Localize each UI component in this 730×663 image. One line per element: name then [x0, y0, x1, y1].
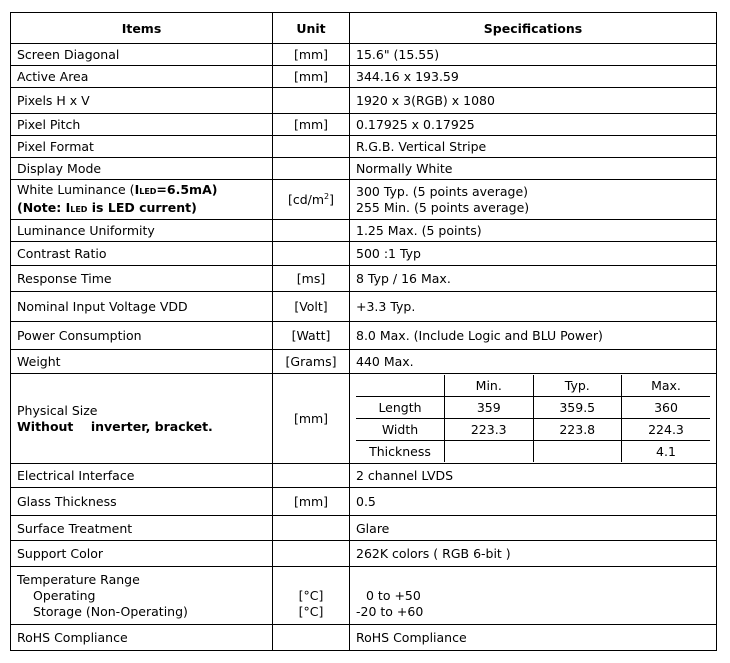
- spec-cell: 500 :1 Typ: [350, 242, 717, 266]
- table-row: [11, 242, 717, 266]
- unit-cell: [273, 136, 350, 158]
- unit-cell: $[cd/m^2]$: [273, 180, 350, 220]
- subtable-typ: [533, 441, 622, 463]
- table-row: [11, 66, 717, 88]
- spec-cell: 0.5: [350, 488, 717, 516]
- unit-cell: [mm]: [273, 374, 350, 464]
- item-cell: Luminance Uniformity: [11, 220, 273, 242]
- header-unit: Unit: [273, 13, 350, 44]
- spec-cell: +3.3 Typ.: [350, 292, 717, 322]
- unit-cell: [Watt]: [273, 322, 350, 350]
- subtable-min: [445, 441, 534, 463]
- item-cell: Weight: [11, 350, 273, 374]
- item-cell: Pixels H x V: [11, 88, 273, 114]
- item-cell: Screen Diagonal: [11, 44, 273, 66]
- unit-cell: [mm]: [273, 114, 350, 136]
- table-row: [11, 266, 717, 292]
- spec-cell: RoHS Compliance: [350, 625, 717, 651]
- spec-cell: 15.6" (15.55): [350, 44, 717, 66]
- table-row: [11, 625, 717, 651]
- spec-cell: 0.17925 x 0.17925: [350, 114, 717, 136]
- table-row: [11, 136, 717, 158]
- table-row: [11, 114, 717, 136]
- item-cell: Power Consumption: [11, 322, 273, 350]
- table-row: [11, 350, 717, 374]
- temperature-row: [11, 567, 717, 625]
- temperature-item: Temperature Range Operating Storage (Non-Operating): [11, 567, 273, 625]
- spec-cell: 1920 x 3(RGB) x 1080: [350, 88, 717, 114]
- unit-cell: [Volt]: [273, 292, 350, 322]
- item-cell: Response Time: [11, 266, 273, 292]
- header-items: Items: [11, 13, 273, 44]
- table-row: [11, 88, 717, 114]
- spec-cell: 1.25 Max. (5 points): [350, 220, 717, 242]
- spec-cell: Glare: [350, 516, 717, 541]
- unit-cell: [273, 516, 350, 541]
- item-cell: Electrical Interface: [11, 464, 273, 488]
- subtable-typ: 359.5: [533, 397, 622, 419]
- spec-cell: 8.0 Max. (Include Logic and BLU Power): [350, 322, 717, 350]
- table-row: [11, 516, 717, 541]
- unit-cell: [ms]: [273, 266, 350, 292]
- unit-cell: [273, 625, 350, 651]
- item-cell: Support Color: [11, 541, 273, 567]
- subtable-row: [356, 419, 710, 441]
- unit-cell: [273, 88, 350, 114]
- spec-cell: 300 Typ. (5 points average) 255 Min. (5 points average): [350, 180, 717, 220]
- white-luminance-label: White Luminance (ILED=6.5mA): [17, 181, 218, 197]
- unit-cell: [273, 541, 350, 567]
- item-cell: Contrast Ratio: [11, 242, 273, 266]
- subtable-header-typ: Typ.: [533, 375, 622, 397]
- white-luminance-note: (Note: ILED is LED current): [17, 199, 197, 215]
- unit-cell: [Grams]: [273, 350, 350, 374]
- unit-cell: [°C] [°C]: [273, 567, 350, 625]
- table-header-row: [11, 13, 717, 44]
- spec-cell: 8 Typ / 16 Max.: [350, 266, 717, 292]
- header-specifications: Specifications: [350, 13, 717, 44]
- subtable-header-row: [356, 375, 710, 397]
- unit-cell: [273, 220, 350, 242]
- table-row: [11, 541, 717, 567]
- subtable-min: 359: [445, 397, 534, 419]
- spec-cell: 262K colors ( RGB 6-bit ): [350, 541, 717, 567]
- unit-cell: [273, 158, 350, 180]
- table-row: [11, 464, 717, 488]
- spec-cell: 2 channel LVDS: [350, 464, 717, 488]
- subtable-header-min: Min.: [445, 375, 534, 397]
- table-row: [11, 322, 717, 350]
- physical-size-row: [11, 374, 717, 464]
- white-luminance-row: [11, 180, 717, 220]
- table-row: [11, 44, 717, 66]
- subtable-label: Width: [356, 419, 445, 441]
- physical-size-subtable: [356, 375, 710, 462]
- physical-size-subtable-cell: [350, 374, 717, 464]
- white-luminance-item: [11, 180, 273, 220]
- item-cell: Glass Thickness: [11, 488, 273, 516]
- item-cell: RoHS Compliance: [11, 625, 273, 651]
- subtable-max: 224.3: [622, 419, 711, 441]
- spec-cell: 0 to +50 -20 to +60: [350, 567, 717, 625]
- item-cell: Pixel Format: [11, 136, 273, 158]
- item-cell: Nominal Input Voltage VDD: [11, 292, 273, 322]
- spec-cell: 440 Max.: [350, 350, 717, 374]
- item-cell: Active Area: [11, 66, 273, 88]
- subtable-max: 360: [622, 397, 711, 419]
- subtable-typ: 223.8: [533, 419, 622, 441]
- spec-cell: Normally White: [350, 158, 717, 180]
- unit-cell: [mm]: [273, 44, 350, 66]
- table-row: [11, 292, 717, 322]
- physical-size-item: Physical Size Without inverter, bracket.: [11, 374, 273, 464]
- table-row: [11, 488, 717, 516]
- subtable-max: 4.1: [622, 441, 711, 463]
- unit-cell: [mm]: [273, 66, 350, 88]
- unit-cell: [273, 464, 350, 488]
- item-cell: Pixel Pitch: [11, 114, 273, 136]
- subtable-row: [356, 397, 710, 419]
- subtable-min: 223.3: [445, 419, 534, 441]
- subtable-row: [356, 441, 710, 463]
- item-cell: Display Mode: [11, 158, 273, 180]
- table-row: [11, 158, 717, 180]
- item-cell: Surface Treatment: [11, 516, 273, 541]
- subtable-label: Length: [356, 397, 445, 419]
- table-row: [11, 220, 717, 242]
- unit-cell: [mm]: [273, 488, 350, 516]
- unit-cell: [273, 242, 350, 266]
- spec-cell: R.G.B. Vertical Stripe: [350, 136, 717, 158]
- subtable-corner: [356, 375, 445, 397]
- spec-cell: 344.16 x 193.59: [350, 66, 717, 88]
- subtable-label: Thickness: [356, 441, 445, 463]
- spec-table: [10, 12, 717, 651]
- subtable-header-max: Max.: [622, 375, 711, 397]
